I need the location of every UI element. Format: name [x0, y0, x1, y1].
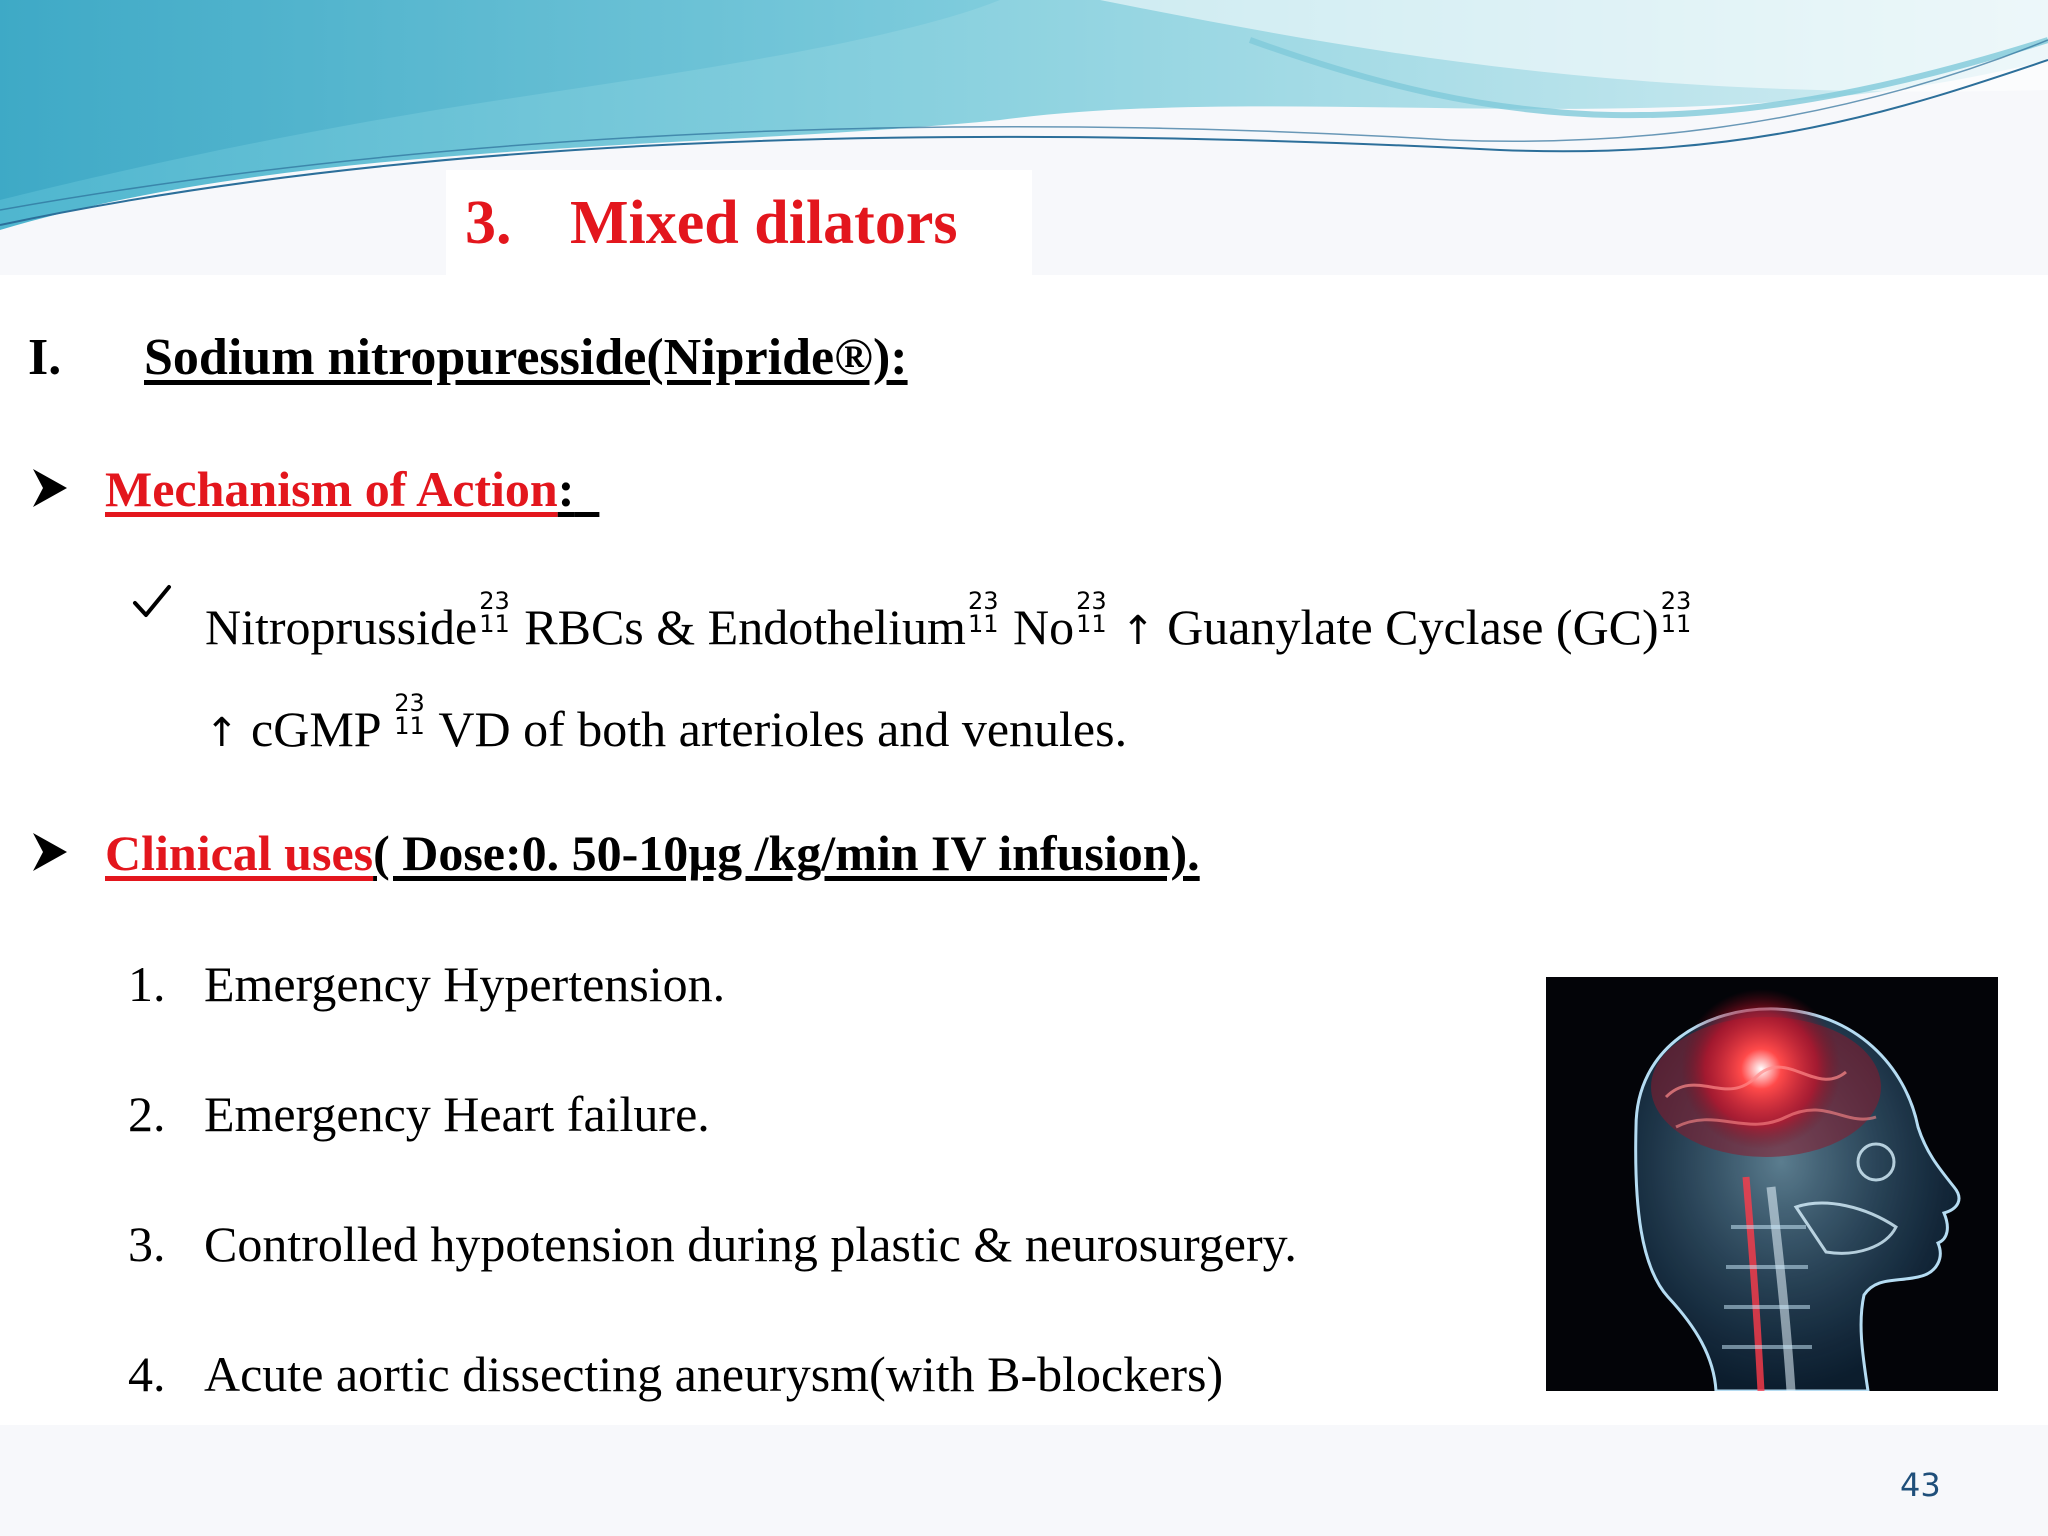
- symbol-glyph: 23 11: [394, 689, 425, 740]
- clinical-heading-dose: ( Dose:0. 50-10µg /kg/min IV infusion).: [373, 825, 1200, 881]
- list-item-text: Acute aortic dissecting aneurysm(with B-blockers): [204, 1346, 1224, 1402]
- list-item-number: 3.: [128, 1216, 166, 1272]
- list-item: [128, 1345, 1223, 1403]
- list-item-text: Emergency Hypertension.: [204, 956, 726, 1012]
- page-number: 43: [1900, 1466, 1941, 1504]
- mech-text-nitroprusside: Nitroprusside: [205, 598, 478, 655]
- mech-text-cgmp: cGMP: [251, 700, 380, 757]
- symbol-glyph: 23 11: [479, 587, 510, 638]
- section-numeral: I.: [28, 329, 62, 386]
- mech-text-gc: Guanylate Cyclase (GC): [1167, 598, 1659, 655]
- mechanism-heading: [105, 460, 599, 518]
- section-heading: [28, 328, 908, 387]
- clinical-heading: [105, 824, 1200, 882]
- symbol-glyph: 23 11: [1076, 587, 1107, 638]
- list-item: [128, 1215, 1297, 1273]
- up-arrow-icon: ↑: [1121, 607, 1155, 654]
- mech-text-no: No: [1013, 598, 1075, 655]
- mech-text-vd: VD of both arterioles and venules.: [438, 700, 1128, 757]
- mechanism-heading-red: Mechanism of Action: [105, 461, 558, 517]
- brain-xray-image: [1546, 977, 1998, 1391]
- arrowhead-bullet-icon: [30, 830, 70, 874]
- mechanism-line-1: [205, 587, 1693, 656]
- slide-title: [465, 188, 957, 259]
- title-number: 3.: [465, 189, 512, 257]
- list-item: [128, 1085, 710, 1143]
- title-text: Mixed dilators: [570, 189, 958, 257]
- checkmark-icon: [132, 582, 172, 622]
- list-item: [128, 955, 725, 1013]
- list-item-number: 2.: [128, 1086, 166, 1142]
- list-item-number: 4.: [128, 1346, 166, 1402]
- list-item-number: 1.: [128, 956, 166, 1012]
- list-item-text: Controlled hypotension during plastic & neurosurgery.: [204, 1216, 1297, 1272]
- section-label: Sodium nitropuresside(Nipride®):: [144, 329, 908, 386]
- up-arrow-icon: ↑: [205, 709, 239, 756]
- mechanism-line-2: [205, 689, 1128, 758]
- symbol-glyph: 23 11: [967, 587, 999, 638]
- clinical-heading-red: Clinical uses: [105, 825, 374, 881]
- arrowhead-bullet-icon: [30, 466, 70, 510]
- mech-text-rbcs: RBCs & Endothelium: [524, 598, 966, 655]
- list-item-text: Emergency Heart failure.: [204, 1086, 710, 1142]
- mechanism-heading-colon: :: [557, 461, 575, 517]
- symbol-glyph: 23 11: [1660, 587, 1692, 638]
